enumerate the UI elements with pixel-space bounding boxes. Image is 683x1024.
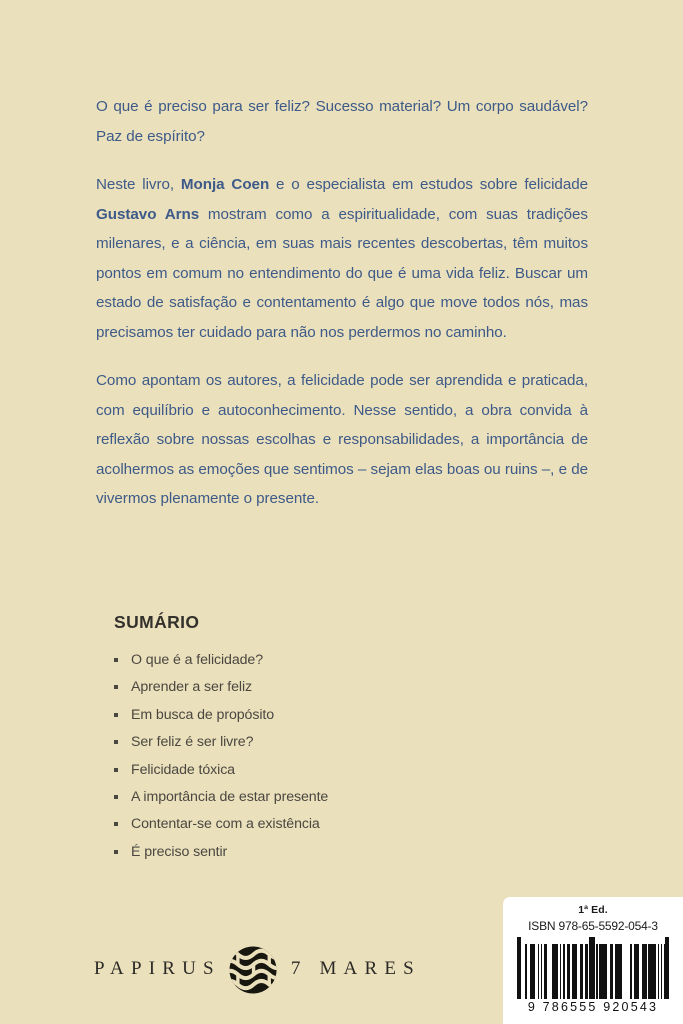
barcode-digits: 9 786555 920543 bbox=[527, 1000, 659, 1014]
blurb-paragraph-1-text: O que é preciso para ser feliz? Sucesso material? Um corpo saudável? Paz de espírito? bbox=[96, 98, 588, 145]
papirus-circular-wave-emblem-icon bbox=[225, 942, 281, 998]
summary-heading: SUMÁRIO bbox=[114, 612, 200, 632]
bullet-icon bbox=[114, 850, 118, 854]
publisher-name-right: 7 MARES bbox=[290, 958, 421, 979]
list-item bbox=[114, 674, 534, 701]
author-name-gustavo-arns: Gustavo Arns bbox=[96, 205, 200, 223]
bullet-icon bbox=[114, 658, 118, 662]
blurb-paragraph-1 bbox=[96, 92, 588, 151]
blurb-paragraph-2-mid: e o especialista em estudos sobre felicidade bbox=[269, 176, 589, 193]
isbn-barcode-block bbox=[503, 897, 683, 1024]
author-name-monja-coen: Monja Coen bbox=[180, 176, 270, 193]
summary-item-label: A importância de estar presente bbox=[131, 789, 329, 806]
bullet-icon bbox=[114, 740, 118, 744]
barcode-bars bbox=[513, 937, 673, 999]
summary-item-label: Felicidade tóxica bbox=[131, 761, 235, 778]
publisher-name-left: PAPIRUS bbox=[94, 958, 221, 979]
blurb-paragraph-3-text: Como apontam os autores, a felicidade pode ser aprendida e praticada, com equilíbrio e autoconhecimento. Nesse sentido, a obra convida à reflexão sobre nossas escolhas e responsabilidades, a importância de acolhermos as emoções que sentimos – sejam elas boas ou ruins –, e de vivermos plenamente o presente. bbox=[96, 372, 588, 507]
summary-section bbox=[114, 612, 534, 866]
blurb-paragraph-2-tail: mostram como a espiritualidade, com suas tradições milenares, e a ciência, em suas mais recentes descobertas, têm muitos pontos em comum no entendimento do que é uma vida feliz. Buscar um estado de satisfação e contentamento é algo que move todos nós, mas precisamos ter cuidado para não nos perdermos no caminho. bbox=[96, 205, 588, 341]
blurb-paragraph-3 bbox=[96, 366, 588, 514]
list-item bbox=[114, 784, 534, 811]
blurb-text-block bbox=[96, 92, 588, 514]
list-item bbox=[114, 702, 534, 729]
summary-list bbox=[114, 647, 534, 866]
blurb-paragraph-2 bbox=[96, 170, 588, 347]
bullet-icon bbox=[114, 713, 118, 717]
bullet-icon bbox=[114, 795, 118, 799]
summary-item-label: Ser feliz é ser livre? bbox=[131, 734, 254, 751]
isbn-label: ISBN 978-65-5592-054-3 bbox=[528, 919, 658, 933]
summary-item-label: Contentar-se com a existência bbox=[131, 816, 320, 833]
summary-item-label: É preciso sentir bbox=[131, 843, 228, 860]
edition-label: 1ª Ed. bbox=[578, 904, 608, 916]
summary-item-label: Aprender a ser feliz bbox=[131, 679, 253, 696]
list-item bbox=[114, 647, 534, 674]
list-item bbox=[114, 811, 534, 838]
bullet-icon bbox=[114, 685, 118, 689]
blurb-paragraph-2-lead: Neste livro, bbox=[96, 176, 181, 193]
bullet-icon bbox=[114, 822, 118, 826]
list-item bbox=[114, 729, 534, 756]
bullet-icon bbox=[114, 768, 118, 772]
summary-item-label: O que é a felicidade? bbox=[131, 652, 263, 668]
list-item bbox=[114, 839, 534, 866]
summary-item-label: Em busca de propósito bbox=[131, 706, 275, 723]
publisher-logo bbox=[94, 946, 421, 992]
list-item bbox=[114, 757, 534, 784]
